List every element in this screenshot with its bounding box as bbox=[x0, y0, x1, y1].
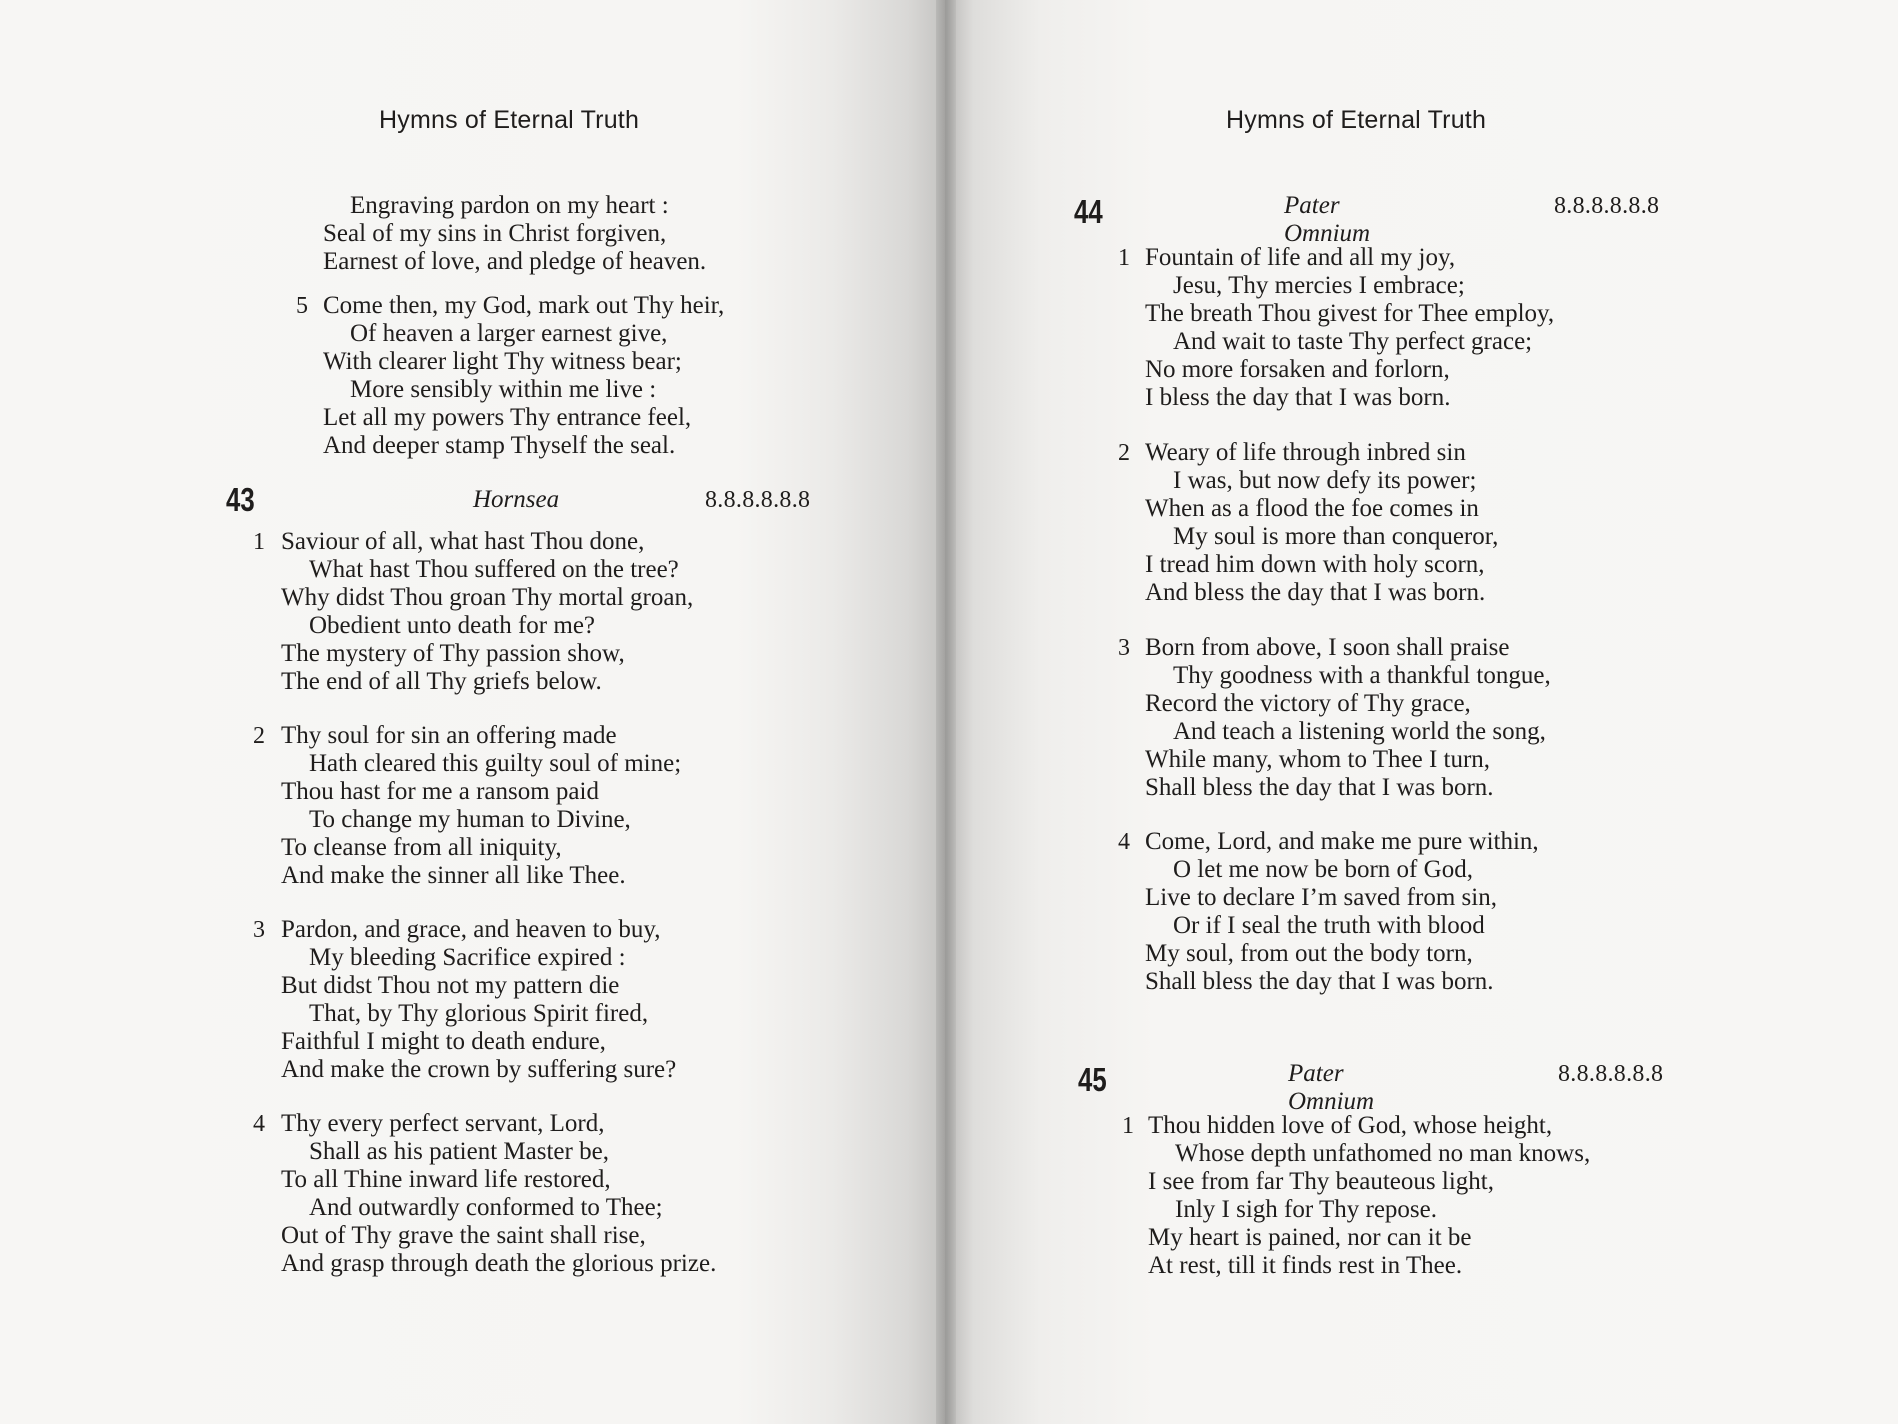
verse-line: Let all my powers Thy entrance feel, bbox=[323, 404, 692, 431]
verse-line: Of heaven a larger earnest give, bbox=[350, 320, 668, 347]
verse-line: Whose depth unfathomed no man knows, bbox=[1175, 1140, 1591, 1167]
verse-line: And make the crown by suffering sure? bbox=[281, 1056, 677, 1083]
verse-line: Shall as his patient Master be, bbox=[309, 1138, 609, 1165]
verse-line: My bleeding Sacrifice expired : bbox=[309, 944, 626, 971]
verse-line: Shall bless the day that I was born. bbox=[1145, 774, 1494, 801]
verse-line: Earnest of love, and pledge of heaven. bbox=[323, 248, 707, 275]
verse-number: 4 bbox=[1118, 829, 1130, 855]
meter: 8.8.8.8.8.8 bbox=[705, 487, 811, 513]
verse-line: Pardon, and grace, and heaven to buy, bbox=[281, 916, 661, 943]
verse-line: And wait to taste Thy perfect grace; bbox=[1173, 328, 1533, 355]
verse-number: 3 bbox=[1118, 635, 1130, 661]
verse-line: And grasp through death the glorious prize. bbox=[281, 1250, 717, 1277]
verse-line: I see from far Thy beauteous light, bbox=[1148, 1168, 1494, 1195]
verse-line: And deeper stamp Thyself the seal. bbox=[323, 432, 676, 459]
verse-number: 5 bbox=[296, 293, 308, 319]
verse-line: And outwardly conformed to Thee; bbox=[309, 1194, 663, 1221]
verse-line: Jesu, Thy mercies I embrace; bbox=[1173, 272, 1465, 299]
verse-line: Fountain of life and all my joy, bbox=[1145, 244, 1456, 271]
verse-line: Hath cleared this guilty soul of mine; bbox=[309, 750, 682, 777]
verse-line: When as a flood the foe comes in bbox=[1145, 495, 1479, 522]
verse-line: And make the sinner all like Thee. bbox=[281, 862, 626, 889]
verse-line: Saviour of all, what hast Thou done, bbox=[281, 528, 645, 555]
verse-line: To all Thine inward life restored, bbox=[281, 1166, 611, 1193]
verse-line: Weary of life through inbred sin bbox=[1145, 439, 1466, 466]
verse-line: What hast Thou suffered on the tree? bbox=[309, 556, 679, 583]
verse-line: Thy soul for sin an offering made bbox=[281, 722, 617, 749]
verse-number: 2 bbox=[253, 723, 265, 749]
hymn-number: 43 bbox=[226, 481, 255, 518]
verse-line: Seal of my sins in Christ forgiven, bbox=[323, 220, 667, 247]
verse-line: At rest, till it finds rest in Thee. bbox=[1148, 1252, 1463, 1279]
verse-line: My soul, from out the body torn, bbox=[1145, 940, 1473, 967]
tune-name: Hornsea bbox=[473, 486, 560, 513]
hymn-number: 44 bbox=[1074, 193, 1103, 230]
verse-line: But didst Thou not my pattern die bbox=[281, 972, 620, 999]
verse-line: Obedient unto death for me? bbox=[309, 612, 596, 639]
verse-line: And teach a listening world the song, bbox=[1173, 718, 1546, 745]
verse-line: The mystery of Thy passion show, bbox=[281, 640, 625, 667]
verse-line: And bless the day that I was born. bbox=[1145, 579, 1486, 606]
verse-line: My soul is more than conqueror, bbox=[1173, 523, 1499, 550]
verse-number: 1 bbox=[1122, 1113, 1134, 1139]
verse-line: Faithful I might to death endure, bbox=[281, 1028, 606, 1055]
verse-line: To change my human to Divine, bbox=[309, 806, 631, 833]
verse-line: Thy every perfect servant, Lord, bbox=[281, 1110, 605, 1137]
verse-line: Come, Lord, and make me pure within, bbox=[1145, 828, 1539, 855]
verse-line: Thou hast for me a ransom paid bbox=[281, 778, 599, 805]
verse-line: Engraving pardon on my heart : bbox=[350, 192, 669, 219]
verse-line: No more forsaken and forlorn, bbox=[1145, 356, 1450, 383]
verse-line: Thou hidden love of God, whose height, bbox=[1148, 1112, 1553, 1139]
verse-line: Born from above, I soon shall praise bbox=[1145, 634, 1510, 661]
verse-line: Or if I seal the truth with blood bbox=[1173, 912, 1485, 939]
verse-number: 2 bbox=[1118, 440, 1130, 466]
hymn-number: 45 bbox=[1078, 1061, 1107, 1098]
meter: 8.8.8.8.8.8 bbox=[1558, 1061, 1664, 1087]
verse-line: The breath Thou givest for Thee employ, bbox=[1145, 300, 1555, 327]
verse-line: Live to declare I’m saved from sin, bbox=[1145, 884, 1497, 911]
running-head-right: Hymns of Eternal Truth bbox=[1226, 106, 1487, 134]
verse-line: While many, whom to Thee I turn, bbox=[1145, 746, 1491, 773]
verse-line: More sensibly within me live : bbox=[350, 376, 657, 403]
verse-line: O let me now be born of God, bbox=[1173, 856, 1473, 883]
verse-number: 1 bbox=[1118, 245, 1130, 271]
tune-name: Pater Omnium bbox=[1288, 1060, 1375, 1115]
verse-line: Out of Thy grave the saint shall rise, bbox=[281, 1222, 646, 1249]
meter: 8.8.8.8.8.8 bbox=[1554, 193, 1660, 219]
verse-line: My heart is pained, nor can it be bbox=[1148, 1224, 1472, 1251]
verse-line: Come then, my God, mark out Thy heir, bbox=[323, 292, 725, 319]
running-head-left: Hymns of Eternal Truth bbox=[379, 106, 640, 134]
verse-number: 4 bbox=[253, 1111, 265, 1137]
verse-line: With clearer light Thy witness bear; bbox=[323, 348, 682, 375]
book-gutter bbox=[936, 0, 956, 1424]
verse-line: That, by Thy glorious Spirit fired, bbox=[309, 1000, 649, 1027]
verse-number: 1 bbox=[253, 529, 265, 555]
verse-line: I was, but now defy its power; bbox=[1173, 467, 1477, 494]
verse-line: To cleanse from all iniquity, bbox=[281, 834, 562, 861]
verse-line: I tread him down with holy scorn, bbox=[1145, 551, 1485, 578]
verse-line: Why didst Thou groan Thy mortal groan, bbox=[281, 584, 694, 611]
verse-line: Record the victory of Thy grace, bbox=[1145, 690, 1471, 717]
verse-number: 3 bbox=[253, 917, 265, 943]
tune-name: Pater Omnium bbox=[1284, 192, 1371, 247]
verse-line: Inly I sigh for Thy repose. bbox=[1175, 1196, 1437, 1223]
verse-line: The end of all Thy griefs below. bbox=[281, 668, 602, 695]
verse-line: Shall bless the day that I was born. bbox=[1145, 968, 1494, 995]
verse-line: I bless the day that I was born. bbox=[1145, 384, 1451, 411]
verse-line: Thy goodness with a thankful tongue, bbox=[1173, 662, 1551, 689]
